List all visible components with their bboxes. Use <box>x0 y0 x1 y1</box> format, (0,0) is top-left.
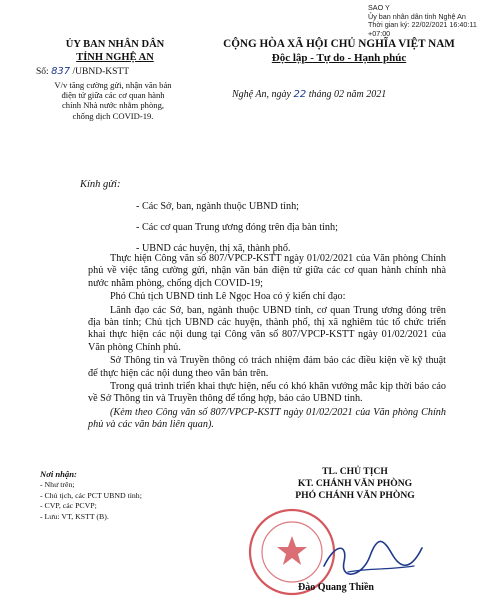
sign-line3: PHÓ CHÁNH VĂN PHÒNG <box>295 490 415 501</box>
doc-number-handwritten: 837 <box>51 66 71 77</box>
place-date-prefix: Nghệ An, ngày <box>232 89 291 100</box>
issuer-line2: TỈNH NGHỆ AN <box>76 52 154 63</box>
body-paragraph: Lãnh đạo các Sở, ban, ngành thuộc UBND tỉnh, cơ quan Trung ương đóng trên địa bàn tỉnh; Chủ tịch UBND các huyện, thành phố, thị xã nghiêm túc tổ chức triển khai thực hiện các nội dung tại Công văn số 807/VPCP-KSTT ngày 01/02/2021 của Văn phòng Chính phủ. <box>88 304 446 353</box>
recipient-item: - Các Sở, ban, ngành thuộc UBND tỉnh; <box>136 201 299 212</box>
subject-line: V/v tăng cường gửi, nhận văn bản <box>54 80 172 90</box>
doc-number-prefix: Số: <box>36 67 49 77</box>
recipients-list-item: - Lưu: VT, KSTT (B). <box>40 512 109 522</box>
signature-block <box>250 466 460 502</box>
recipients-list <box>40 469 142 523</box>
body-paragraph: Thực hiện Công văn số 807/VPCP-KSTT ngày 01/02/2021 của Văn phòng Chính phủ về việc tăng cường gửi, nhận văn bản điện tử giữa các cơ quan hành chính nhà nước nhằm phòng, chống dịch COVID-19; <box>88 253 446 289</box>
copy-stamp <box>368 4 480 38</box>
issuer-header <box>16 38 214 64</box>
place-date-rest: tháng 02 năm 2021 <box>308 89 387 100</box>
salutation: Kính gửi: <box>80 179 121 190</box>
body-paragraph: Phó Chủ tịch UBND tỉnh Lê Ngọc Hoa có ý kiến chỉ đạo: <box>110 291 346 303</box>
recipients-list-item: - Như trên; <box>40 479 75 489</box>
place-date-day: 22 <box>293 89 307 100</box>
body-text <box>88 253 446 433</box>
subject-line: điện tử giữa các cơ quan hành <box>61 90 165 101</box>
body-paragraph: Sở Thông tin và Truyền thông có trách nhiệm đảm bảo các điều kiện về kỹ thuật để thực hiện các nội dung theo văn bản trên. <box>88 355 446 379</box>
issuer-line1: ỦY BAN NHÂN DÂN <box>65 39 165 50</box>
recipient-item: - UBND các huyện, thị xã, thành phố. <box>136 243 291 254</box>
national-motto: Độc lập - Tự do - Hạnh phúc <box>271 52 407 64</box>
attachment-note: (Kèm theo Công văn số 807/VPCP-KSTT ngày 01/02/2021 của Văn phòng Chính phủ và các văn bản liên quan). <box>88 406 446 431</box>
document-subject <box>48 80 178 121</box>
national-title: CỘNG HÒA XÃ HỘI CHỦ NGHĨA VIỆT NAM <box>223 38 455 50</box>
body-paragraph: Trong quá trình triển khai thực hiện, nếu có khó khăn vướng mắc kịp thời báo cáo về Sở Thông tin và Truyền thông để tổng hợp, báo cáo UBND tỉnh. <box>88 381 446 405</box>
sign-line2: KT. CHÁNH VĂN PHÒNG <box>297 478 413 489</box>
national-header <box>200 38 478 65</box>
copy-stamp-line3: Thời gian ký: 22/02/2021 16:40:11 +07:00 <box>368 20 477 38</box>
document-number <box>36 66 129 77</box>
recipients-list-item: - Chủ tịch, các PCT UBND tỉnh; <box>40 490 142 500</box>
doc-number-suffix: /UBND-KSTT <box>72 67 130 77</box>
copy-stamp-line2: Ủy ban nhân dân tỉnh Nghệ An <box>368 11 466 21</box>
recipients-list-item: - CVP, các PCVP; <box>40 501 97 511</box>
signer-name: Đào Quang Thiền <box>298 582 374 593</box>
sign-line1: TL. CHỦ TỊCH <box>322 466 388 477</box>
recipients <box>136 196 338 259</box>
handwritten-signature <box>318 532 428 582</box>
recipient-item: - Các cơ quan Trung ương đóng trên địa bàn tỉnh; <box>136 222 338 233</box>
place-date <box>232 89 386 100</box>
recipients-list-title: Nơi nhận: <box>40 469 77 479</box>
subject-line: chống dịch COVID-19. <box>72 110 154 121</box>
copy-stamp-line1: SAO Y <box>368 3 390 12</box>
subject-line: chính Nhà nước nhằm phòng, <box>61 100 165 111</box>
